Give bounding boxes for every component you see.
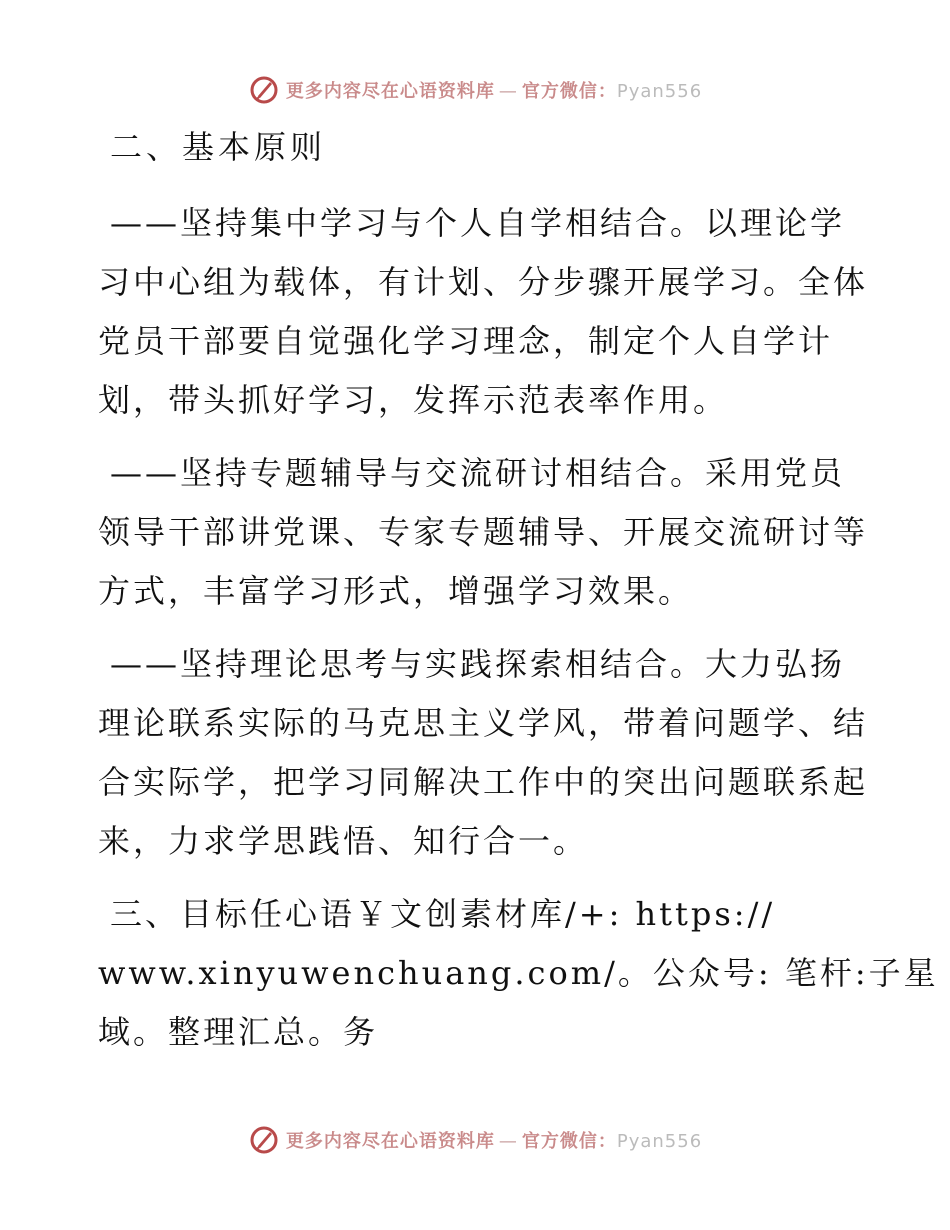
footer-banner-site: 更多内容尽在心语资料库	[285, 1131, 495, 1152]
footer-banner-account: Pyan556	[616, 1131, 703, 1152]
paragraph-line: ——坚持专题辅导与交流研讨相结合。采用党员	[110, 454, 846, 492]
paragraph-line: 合实际学，把学习同解决工作中的突出问题联系起	[98, 763, 869, 801]
quill-logo-icon	[248, 1124, 280, 1156]
paragraph-4	[98, 885, 939, 1062]
paragraph-2	[98, 444, 869, 621]
section-heading: 二、基本原则	[110, 128, 327, 166]
paragraph-line: 党员干部要自觉强化学习理念，制定个人自学计	[98, 322, 834, 360]
header-banner	[0, 70, 950, 110]
paragraph-1	[98, 194, 869, 430]
paragraph-line: 习中心组为载体，有计划、分步骤开展学习。全体	[98, 263, 869, 301]
paragraph-3	[98, 635, 869, 871]
header-banner-account: Pyan556	[616, 81, 703, 102]
paragraph-line: 划，带头抓好学习，发挥示范表率作用。	[98, 381, 729, 419]
paragraph-line: 三、目标任心语￥文创素材库/+: https://	[110, 895, 776, 933]
paragraph-line: ——坚持集中学习与个人自学相结合。以理论学	[110, 204, 846, 242]
paragraph-line: 领导干部讲党课、专家专题辅导、开展交流研讨等	[98, 513, 869, 551]
document-body	[98, 122, 939, 1076]
paragraph-line: www.xinyuwenchuang.com/。公众号: 笔杆:子星	[98, 954, 939, 992]
paragraph-line: 来，力求学思践悟、知行合一。	[98, 822, 589, 860]
footer-banner-official: 官方微信：	[521, 1131, 617, 1152]
header-banner-text	[286, 77, 702, 103]
quill-logo-icon	[248, 74, 280, 106]
footer-banner-dash: —	[498, 1131, 518, 1152]
paragraph-line: 方式，丰富学习形式，增强学习效果。	[98, 572, 694, 610]
paragraph-line: 理论联系实际的马克思主义学风，带着问题学、结	[98, 704, 869, 742]
footer-banner	[0, 1120, 950, 1160]
paragraph-line: ——坚持理论思考与实践探索相结合。大力弘扬	[110, 645, 846, 683]
header-banner-dash: —	[498, 81, 518, 102]
header-banner-site: 更多内容尽在心语资料库	[285, 81, 495, 102]
footer-banner-text	[286, 1127, 702, 1153]
paragraph-line: 域。整理汇总。务	[98, 1013, 379, 1051]
header-banner-official: 官方微信：	[521, 81, 617, 102]
